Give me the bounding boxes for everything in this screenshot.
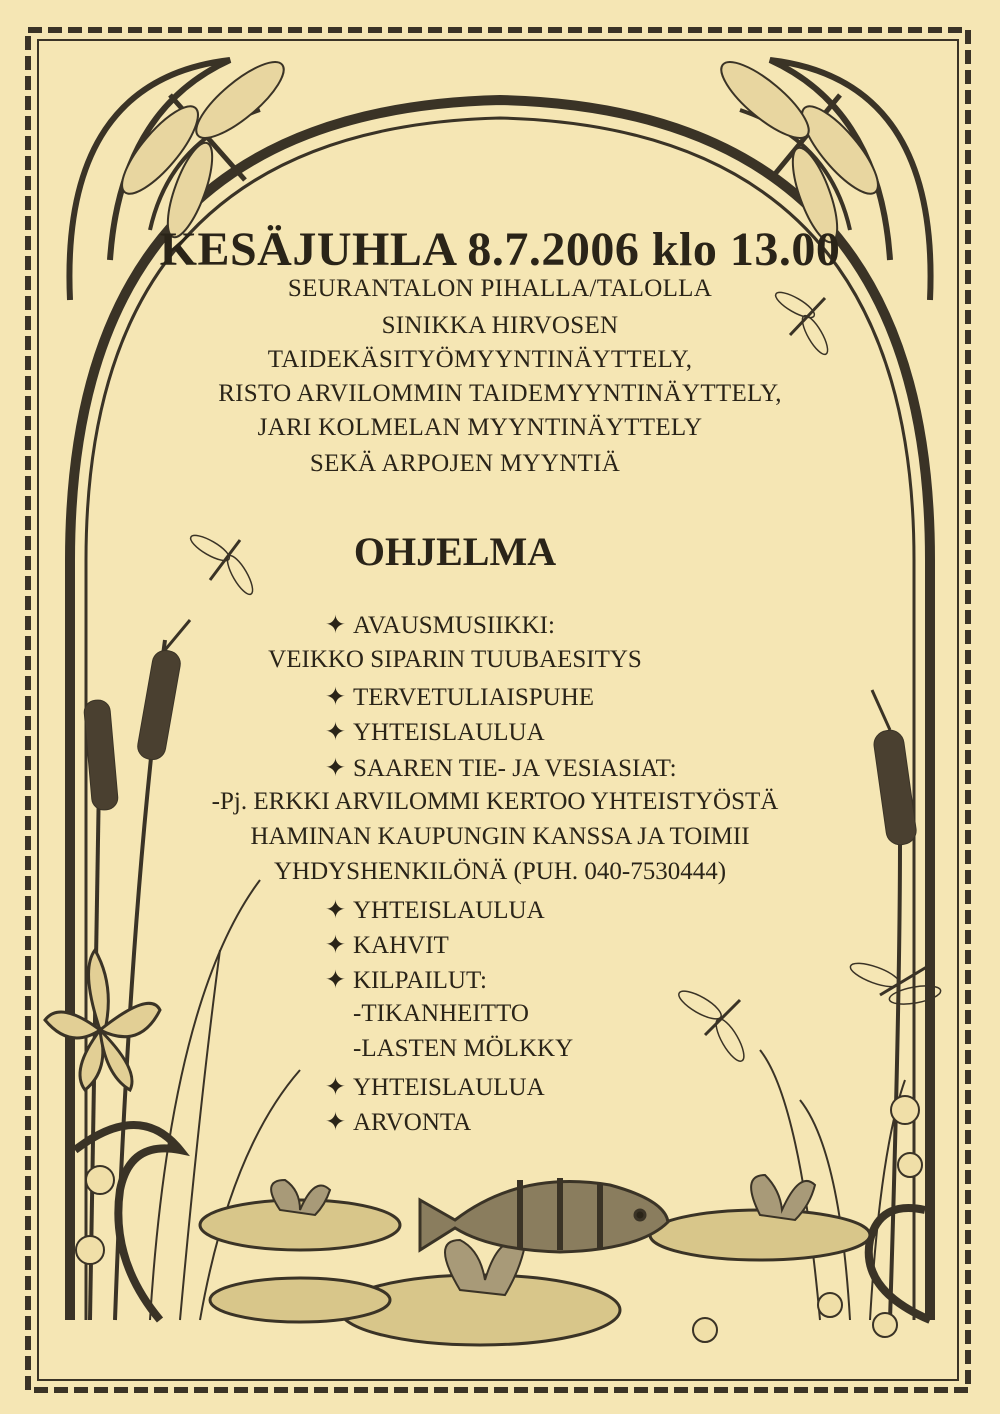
program-item: ✦ KILPAILUT: xyxy=(325,967,487,994)
star-bullet-icon: ✦ xyxy=(325,967,346,994)
program-item: ✦ SAAREN TIE- JA VESIASIAT: xyxy=(325,755,677,782)
program-item: -LASTEN MÖLKKY xyxy=(353,1035,574,1062)
star-bullet-icon: ✦ xyxy=(325,1109,346,1136)
star-bullet-icon: ✦ xyxy=(325,897,346,924)
program-item: ✦ TERVETULIAISPUHE xyxy=(325,684,595,711)
star-bullet-icon: ✦ xyxy=(325,755,346,782)
star-bullet-icon: ✦ xyxy=(325,612,346,639)
star-bullet-icon: ✦ xyxy=(325,1074,346,1101)
intro-line: JARI KOLMELAN MYYNTINÄYTTELY xyxy=(257,414,703,441)
program-item: YHDYSHENKILÖNÄ (PUH. 040-7530444) xyxy=(273,858,727,885)
star-bullet-icon: ✦ xyxy=(325,719,346,746)
program-item: ✦ ARVONTA xyxy=(325,1109,472,1136)
program-item: ✦ AVAUSMUSIIKKI: xyxy=(325,612,555,639)
star-bullet-icon: ✦ xyxy=(325,932,346,959)
program-item: -TIKANHEITTO xyxy=(353,1000,529,1027)
program-item: ✦ YHTEISLAULUA xyxy=(325,719,545,746)
program-item: HAMINAN KAUPUNGIN KANSSA JA TOIMII xyxy=(250,823,750,850)
program-item: ✦ YHTEISLAULUA xyxy=(325,897,545,924)
program-item: ✦ KAHVIT xyxy=(325,932,449,959)
star-bullet-icon: ✦ xyxy=(325,684,346,711)
program-item: VEIKKO SIPARIN TUUBAESITYS xyxy=(268,646,642,673)
intro-line: SINIKKA HIRVOSEN xyxy=(381,312,619,339)
program-item: ✦ YHTEISLAULUA xyxy=(325,1074,545,1101)
intro-line: SEKÄ ARPOJEN MYYNTIÄ xyxy=(309,450,621,477)
intro-line: SEURANTALON PIHALLA/TALOLLA xyxy=(287,275,713,302)
intro-line: RISTO ARVILOMMIN TAIDEMYYNTINÄYTTELY, xyxy=(218,380,782,407)
event-title: KESÄJUHLA 8.7.2006 klo 13.00 xyxy=(159,223,841,276)
dragonfly-icon xyxy=(187,531,257,598)
program-item: -Pj. ERKKI ARVILOMMI KERTOO YHTEISTYÖSTÄ xyxy=(211,788,779,815)
poster-page: KESÄJUHLA 8.7.2006 klo 13.00 SEURANTALON PIHALLA/TALOLLA SINIKKA HIRVOSEN TAIDEKÄSITYÖMYYNTINÄYTTELY, RISTO ARVILOMMIN TAIDEMYYNTINÄYTTELY, JARI KOLMELAN MYYNTINÄYTTELY SEKÄ ARPOJEN MYYNTIÄ OHJELMA ✦ AVAUSMUSIIKKI: VEIKKO SIPARIN TUUBAESITYS ✦ TERVETULIAISPUHE ✦ YHTEISLAULUA ✦ SAAREN TIE- JA VESIASIAT: -Pj. ERKKI ARVILOMMI KERTOO YHTEISTYÖSTÄ HAMINAN KAUPUNGIN KANSSA JA TOIMII YHDYSHENKILÖNÄ (PUH. 040-7530444) ✦ YHTEISLAULUA ✦ KAHVIT ✦ KILPAILUT: -TIKANHEITTO -LASTEN MÖLKKY ✦ YHTEISLAULUA ✦ ARVONTA xyxy=(0,0,1000,1414)
intro-line: TAIDEKÄSITYÖMYYNTINÄYTTELY, xyxy=(267,346,693,373)
flower-icon xyxy=(45,950,160,1090)
